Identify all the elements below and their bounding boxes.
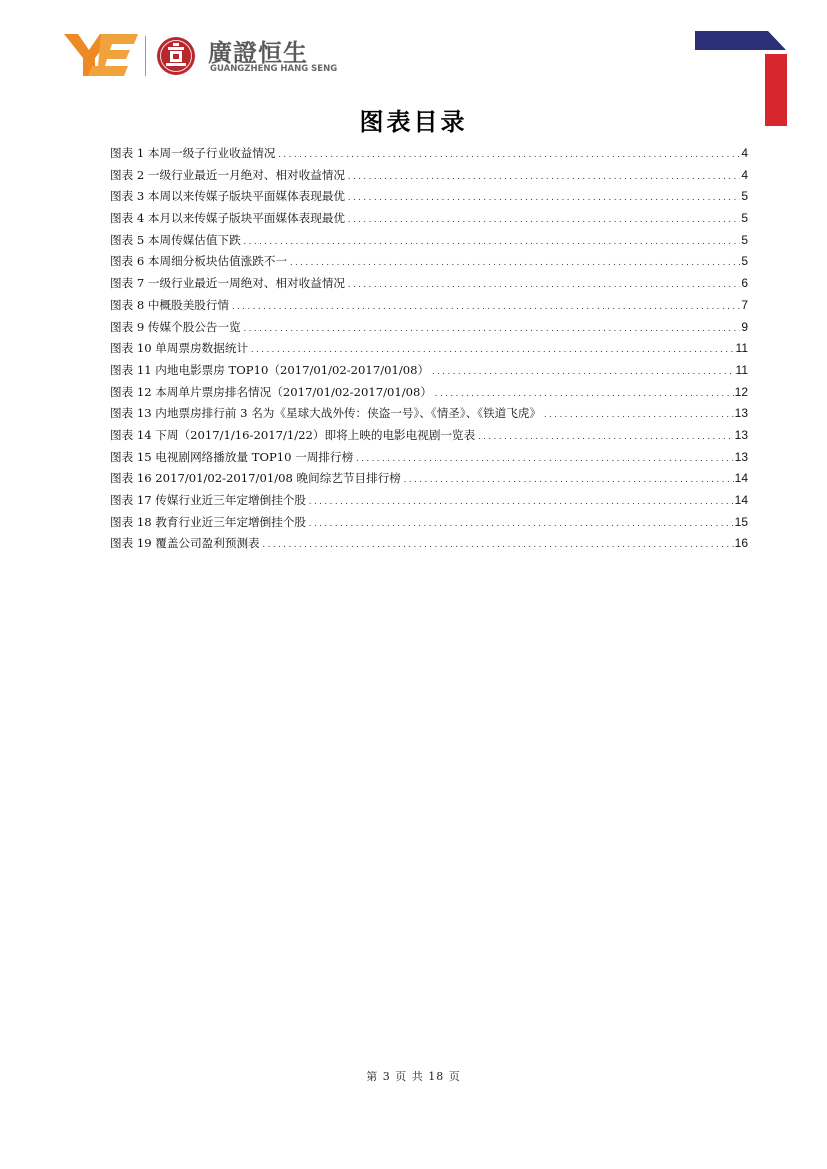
toc-entry[interactable] [110, 208, 748, 230]
dot-leader [347, 167, 740, 189]
toc-entry-label: 图表 10 单周票房数据统计 [110, 341, 249, 356]
brand-name-cn: 廣證恒生 [208, 39, 308, 67]
toc-entry-label: 图表 9 传媒个股公告一览 [110, 319, 241, 334]
brand-name-en: GUANGZHENG HANG SENG [210, 64, 338, 74]
dot-leader [250, 340, 734, 362]
toc-entry-label: 图表 14 下周（2017/1/16-2017/1/22）即将上映的电影电视剧一览表 [110, 427, 476, 442]
toc-entry-label: 图表 1 本周一级子行业收益情况 [110, 146, 276, 160]
toc-entry-label: 图表 4 本月以来传媒子版块平面媒体表现最优 [110, 211, 346, 226]
toc-entry-page: 13 [734, 406, 748, 421]
toc-entry-page: 11 [735, 362, 748, 377]
toc-entry-page: 5 [741, 211, 748, 226]
toc-entry[interactable] [110, 186, 748, 208]
dot-leader [477, 427, 733, 449]
page-number-footer: 第 3 页 共 18 页 [366, 1070, 461, 1083]
toc-entry[interactable] [110, 165, 748, 187]
toc-entry[interactable] [110, 382, 748, 404]
toc-entry-page: 6 [741, 276, 748, 291]
toc-entry-label: 图表 19 覆盖公司盈利预测表 [110, 536, 260, 551]
toc-entry[interactable] [110, 295, 748, 317]
toc-entry-page: 7 [741, 297, 748, 312]
dot-leader [347, 188, 740, 210]
dot-leader [262, 535, 734, 557]
toc-entry-page: 15 [734, 514, 748, 529]
toc-entry[interactable] [110, 403, 748, 425]
toc-entry-page: 5 [741, 189, 748, 204]
dot-leader [308, 514, 734, 536]
toc-entry[interactable] [110, 533, 748, 555]
toc-entry-label: 图表 3 本周以来传媒子版块平面媒体表现最优 [110, 189, 346, 204]
toc-entry-label: 图表 6 本周细分板块估值涨跌不一 [110, 254, 288, 269]
dot-leader [434, 384, 734, 406]
toc-entry-page: 4 [741, 167, 748, 182]
toc-entry-page: 12 [734, 384, 748, 399]
dot-leader [403, 470, 734, 492]
toc-entry[interactable] [110, 360, 748, 382]
toc-entry-label: 图表 7 一级行业最近一周绝对、相对收益情况 [110, 276, 346, 291]
toc-entry-page: 14 [734, 471, 748, 486]
toc-entry-page: 13 [734, 449, 748, 464]
toc-entry-label: 图表 18 教育行业近三年定增倒挂个股 [110, 514, 307, 529]
toc-entry-label: 图表 8 中概股美股行情 [110, 297, 230, 312]
toc-entry-label: 图表 17 传媒行业近三年定增倒挂个股 [110, 493, 307, 507]
toc-entry-label: 图表 11 内地电影票房 TOP10（2017/01/02-2017/01/08） [110, 362, 430, 377]
toc-entry[interactable] [110, 425, 748, 447]
dot-leader [277, 145, 740, 167]
ye-logo-icon [64, 34, 138, 76]
dot-leader [347, 210, 740, 232]
toc-entry-label: 图表 15 电视剧网络播放量 TOP10 一周排行榜 [110, 449, 354, 464]
toc-entry-page: 14 [734, 493, 748, 507]
header-divider [145, 36, 146, 76]
toc-entry-label: 图表 12 本周单片票房排名情况（2017/01/02-2017/01/08） [110, 384, 432, 399]
dot-leader [347, 275, 740, 297]
toc-entry-page: 5 [741, 254, 748, 269]
toc-entry-page: 13 [734, 427, 748, 442]
dot-leader [355, 449, 733, 471]
toc-entry-label: 图表 5 本周传媒估值下跌 [110, 232, 241, 247]
toc-entry[interactable] [110, 273, 748, 295]
toc-entry[interactable] [110, 251, 748, 273]
toc-entry[interactable] [110, 230, 748, 252]
dot-leader [543, 405, 734, 427]
toc-entry-label: 图表 16 2017/01/02-2017/01/08 晚间综艺节目排行榜 [110, 471, 401, 486]
dot-leader [243, 232, 741, 254]
toc-entry-page: 4 [741, 146, 748, 160]
toc-entry[interactable] [110, 447, 748, 469]
toc-entry-page: 5 [741, 232, 748, 247]
toc-entry[interactable] [110, 338, 748, 360]
toc-entry[interactable] [110, 512, 748, 534]
toc-entry-page: 11 [735, 341, 748, 356]
toc-entry-label: 图表 13 内地票房排行前 3 名为《星球大战外传：侠盗一号》、《情圣》、《铁道飞虎》 [110, 406, 542, 421]
toc-list [110, 143, 748, 555]
dot-leader [431, 362, 734, 384]
dot-leader [243, 319, 741, 341]
toc-title: 图表目录 [359, 107, 468, 136]
toc-entry[interactable] [110, 143, 748, 165]
toc-entry-page: 9 [741, 319, 748, 334]
dot-leader [308, 492, 734, 514]
toc-entry[interactable] [110, 317, 748, 339]
seal-logo-icon [156, 36, 196, 76]
toc-entry[interactable] [110, 468, 748, 490]
dot-leader [231, 297, 740, 319]
toc-entry-label: 图表 2 一级行业最近一月绝对、相对收益情况 [110, 167, 346, 182]
dot-leader [289, 253, 740, 275]
toc-entry-page: 16 [734, 536, 748, 551]
toc-entry[interactable] [110, 490, 748, 512]
